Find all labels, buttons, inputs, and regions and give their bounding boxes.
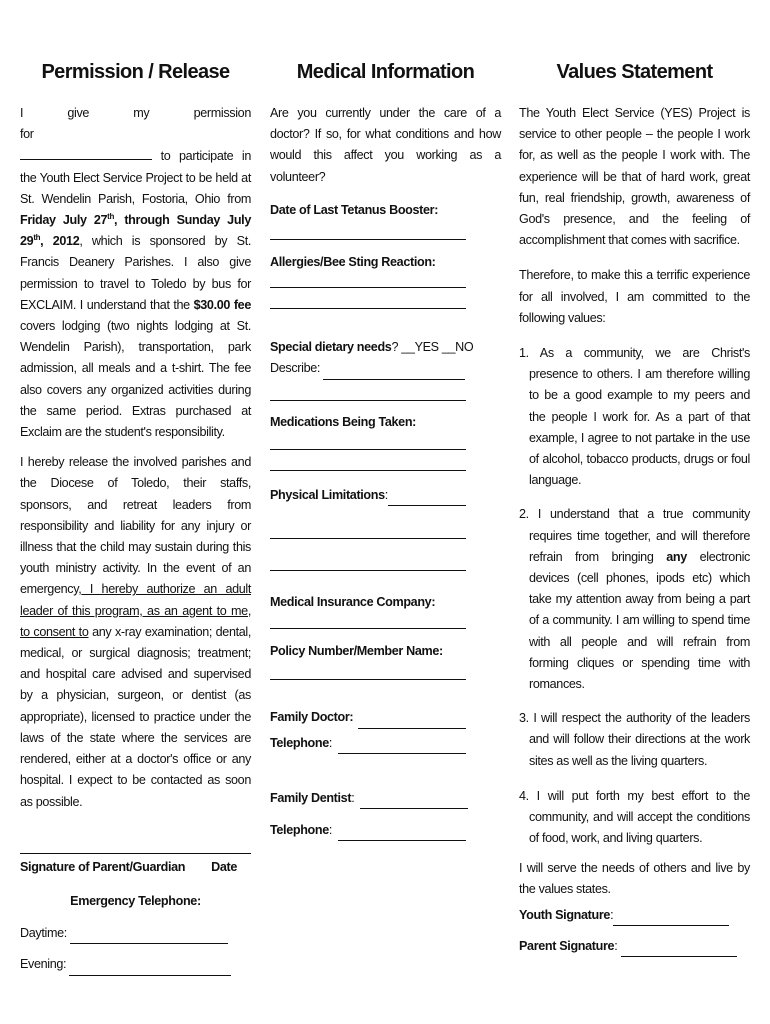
policy-label: Policy Number/Member Name: [270, 644, 443, 659]
parent-signature-row [519, 936, 750, 957]
value-item-4: 4. I will put forth my best effort to the community, and will accept the conditions of food, work, and living quarters. [519, 788, 750, 846]
release-text-a: I hereby release the involved parishes and the Diocese of Toledo, their staffs, sponsors, and retreat leaders from responsibility and liability for any injury or illness that the child may sustain during this youth ministry activity. In the event of an emergency, [20, 455, 251, 597]
evening-phone-field[interactable] [69, 961, 231, 976]
superscript-th: th [107, 211, 115, 221]
emergency-telephone-label: Emergency Telephone: [70, 893, 201, 908]
tetanus-label: Date of Last Tetanus Booster: [270, 202, 439, 217]
allergies-field-1[interactable] [270, 287, 466, 288]
describe-field[interactable] [323, 365, 465, 380]
medical-column [270, 58, 501, 841]
date-label: Date [211, 859, 237, 874]
values-intro: The Youth Elect Service (YES) Project is service to other people – the people I work for, as well as the people I work with. The experience will be that of hard work, great fun, real friendship, growth, awareness of God's presence, and the feeling of accomplishment that comes with sacrifice. [519, 106, 750, 248]
allergies-field-2[interactable] [270, 308, 466, 309]
physical-field[interactable] [388, 491, 466, 506]
dates-b: , through Sunday July 29 [20, 213, 251, 249]
permission-paragraph [20, 103, 251, 443]
signature-label: Signature of Parent/Guardian [20, 859, 186, 874]
family-dentist-row [270, 788, 501, 809]
doctor-telephone-field[interactable] [338, 739, 466, 754]
family-dentist-label: Family Dentist [270, 790, 352, 805]
daytime-row [20, 923, 251, 944]
give-permission-text: I give my permission for [20, 106, 251, 142]
dates-c: , 2012 [40, 234, 80, 249]
dietary-label: Special dietary needs [270, 340, 392, 355]
release-text-b: any x-ray examination; dental, medical, or surgical diagnosis; treatment; and hospital care advised and supervised by a physician, surgeon, or dentist (as appropriate), licensed to practice under the laws of the state where the services are rendered, either at a doctor's office or any hospital. I expect to be contacted as soon as possible. [20, 624, 251, 809]
participate-text: to participate in the Youth Elect Service Project to be held at St. Wendelin Parish, Fostoria, Ohio from [20, 149, 251, 206]
fee-covers-text: covers lodging (two nights lodging at St. Wendelin Parish), transportation, park admission, all meals and a t-shirt. The fee also covers any organized activities during the same period. Extras purchased at Exclaim are the student's responsibility. [20, 319, 251, 440]
describe-label: Describe: [270, 361, 321, 376]
family-doctor-label: Family Doctor: [270, 710, 354, 725]
dentist-telephone-field[interactable] [338, 826, 466, 841]
dentist-telephone-colon: : [328, 823, 333, 838]
values-closing: I will serve the needs of others and live by the values states. [519, 860, 750, 896]
sponsor-text: , which is sponsored by St. Francis Deanery Parishes. I also give permission to travel to Toledo by bus for EXCLAIM. I understand that the [20, 234, 251, 312]
family-dentist-colon: : [351, 790, 355, 805]
describe-row [270, 358, 501, 379]
value-item-3: 3. I will respect the authority of the leaders and will follow their directions at the work sites as well as the living quarters. [519, 711, 750, 768]
permission-heading: Permission / Release [41, 61, 230, 83]
youth-signature-row [519, 905, 750, 926]
dietary-options[interactable]: ? __YES __NO [391, 340, 474, 355]
physical-field-2[interactable] [270, 538, 466, 539]
values-column [519, 58, 750, 957]
medications-field-1[interactable] [270, 449, 466, 450]
doctor-telephone-row [270, 733, 501, 754]
parent-signature-line[interactable] [20, 853, 251, 854]
doctor-telephone-colon: : [328, 735, 333, 750]
daytime-phone-field[interactable] [70, 929, 228, 944]
family-doctor-field[interactable] [358, 714, 466, 729]
doctor-telephone-label: Telephone [270, 735, 329, 750]
signature-labels [20, 857, 251, 878]
evening-row [20, 954, 251, 975]
value-item-1: 1. As a community, we are Christ's presence to others. I am therefore willing to be a good example to my peers and the people I work for. As a part of that example, I agree to not partake in the use of alcohol, tobacco products, drugs or foul language. [519, 346, 750, 488]
permission-column [20, 58, 251, 976]
values-commitment: Therefore, to make this a terrific experience for all involved, I am committed to the following values: [519, 268, 750, 325]
authorize-text: I hereby authorize an adult leader of this program, as an agent to me, to consent to [20, 582, 251, 639]
physical-label: Physical Limitations [270, 487, 385, 502]
value-item-2 [519, 504, 750, 695]
parent-signature-label: Parent Signature [519, 939, 615, 954]
value-item-2-any: any [666, 549, 687, 564]
medications-label: Medications Being Taken: [270, 414, 417, 429]
physical-row [270, 485, 501, 506]
parent-signature-field[interactable] [621, 942, 737, 957]
values-heading: Values Statement [556, 61, 713, 83]
insurance-label: Medical Insurance Company: [270, 595, 436, 610]
insurance-field[interactable] [270, 628, 466, 629]
dentist-telephone-row [270, 820, 501, 841]
physical-colon: : [384, 487, 388, 502]
fee-text: $30.00 fee [193, 297, 251, 312]
describe-field-2[interactable] [270, 400, 466, 401]
give-permission-line [20, 103, 251, 145]
value-item-2-text-b: electronic devices (cell phones, ipods etc) which take my attention away from being a part of a community. I am willing to spend time with all people and will refrain from forming cliques or spending time with romances. [529, 549, 751, 692]
youth-signature-colon: : [610, 907, 614, 922]
family-doctor-row [270, 707, 501, 728]
evening-label: Evening: [20, 957, 67, 972]
value-item-2-text-a: 2. I understand that a true community requires time together, and will therefore refrain from bringing [519, 507, 750, 564]
policy-field[interactable] [270, 679, 466, 680]
youth-signature-field[interactable] [613, 911, 729, 926]
medications-field-2[interactable] [270, 470, 466, 471]
parent-signature-colon: : [614, 939, 618, 954]
superscript-th: th [33, 233, 41, 243]
family-dentist-field[interactable] [360, 794, 468, 809]
allergies-label: Allergies/Bee Sting Reaction: [270, 255, 436, 270]
dietary-row [270, 337, 501, 358]
medical-heading: Medical Information [296, 61, 475, 83]
release-paragraph [20, 452, 251, 812]
dentist-telephone-label: Telephone [270, 823, 329, 838]
daytime-label: Daytime: [20, 926, 67, 941]
physical-field-3[interactable] [270, 570, 466, 571]
doctor-care-question: Are you currently under the care of a doctor? If so, for what conditions and how would this affect you working as a volunteer? [270, 106, 501, 184]
dates-a: Friday July 27 [20, 213, 108, 228]
youth-signature-label: Youth Signature [519, 907, 611, 922]
tetanus-field[interactable] [270, 239, 466, 240]
participant-name-field[interactable] [20, 145, 152, 160]
